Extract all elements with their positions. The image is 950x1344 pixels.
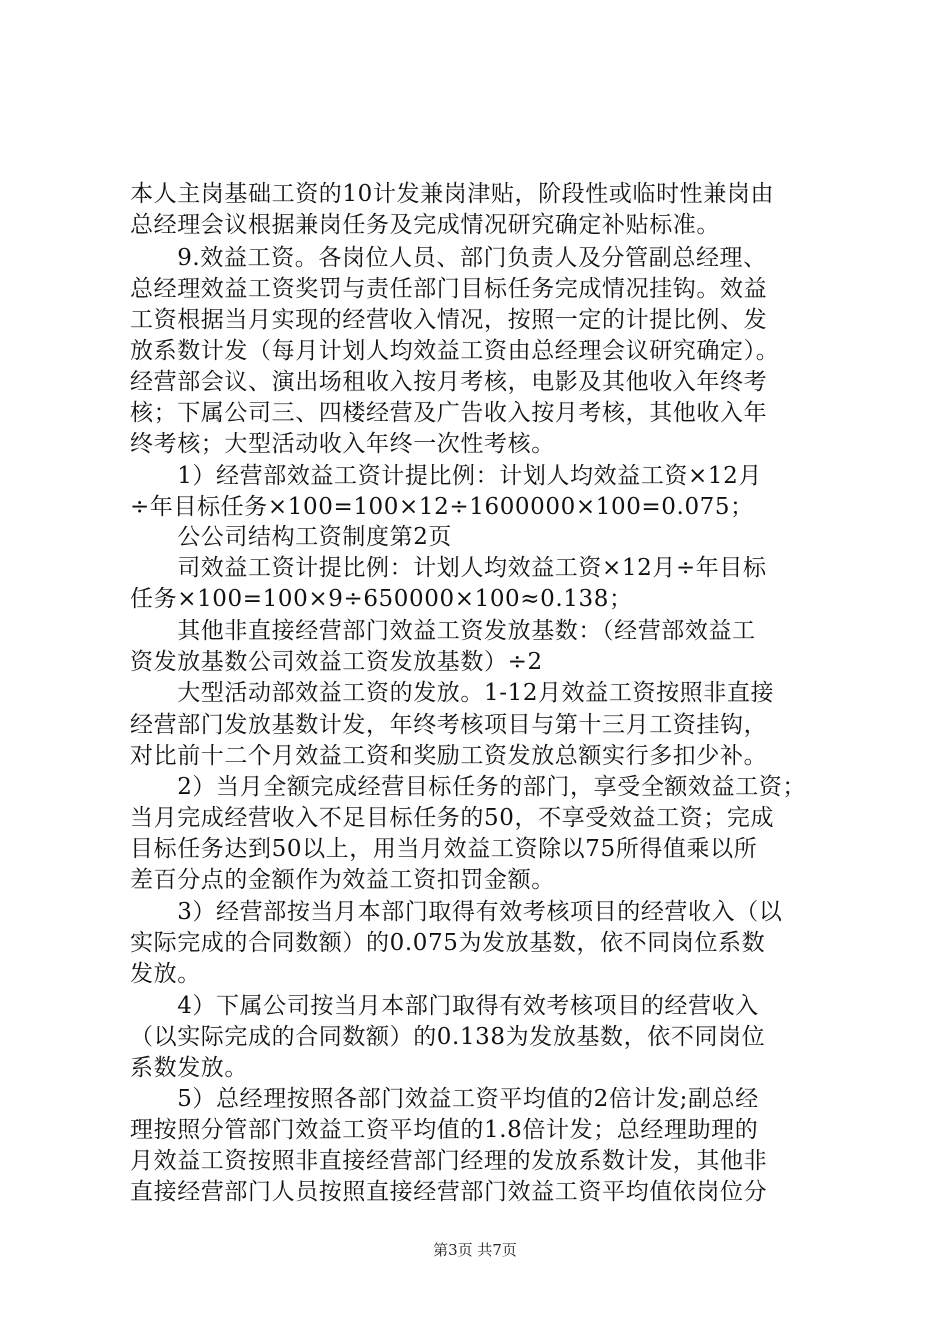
paragraph-line: 月效益工资按照非直接经营部门经理的发放系数计发，其他非 [130, 1148, 768, 1174]
paragraph-line: 当月完成经营收入不足目标任务的50，不享受效益工资；完成 [130, 805, 775, 831]
paragraph-line: 其他非直接经营部门效益工资发放基数：（经营部效益工 [130, 618, 756, 644]
paragraph-line: 差百分点的金额作为效益工资扣罚金额。 [130, 867, 555, 893]
paragraph-line: 9.效益工资。各岗位人员、部门负责人及分管副总经理、 [130, 245, 767, 271]
paragraph-line: 工资根据当月实现的经营收入情况，按照一定的计提比例、发 [130, 307, 768, 333]
paragraph-line: 总经理会议根据兼岗任务及完成情况研究确定补贴标准。 [130, 212, 720, 238]
paragraph-line: 司效益工资计提比例：计划人均效益工资×12月÷年目标 [130, 555, 767, 581]
paragraph-line: 目标任务达到50以上，用当月效益工资除以75所得值乘以所 [130, 836, 758, 862]
paragraph-line: （以实际完成的合同数额）的0.138为发放基数，依不同岗位 [130, 1024, 766, 1050]
paragraph-line: 直接经营部门人员按照直接经营部门效益工资平均值依岗位分 [130, 1179, 768, 1205]
paragraph-line: 任务×100=100×9÷650000×100≈0.138； [130, 586, 633, 612]
paragraph-line: 理按照分管部门效益工资平均值的1.8倍计发；总经理助理的 [130, 1117, 759, 1143]
paragraph-line: 2）当月全额完成经营目标任务的部门，享受全额效益工资； [130, 774, 807, 800]
paragraph-line: 4）下属公司按当月本部门取得有效考核项目的经营收入 [130, 993, 759, 1019]
paragraph-line: 实际完成的合同数额）的0.075为发放基数，依不同岗位系数 [130, 930, 766, 956]
paragraph-line: 放系数计发（每月计划人均效益工资由总经理会议研究确定）。 [130, 338, 780, 364]
paragraph-line: ÷年目标任务×100=100×12÷1600000×100=0.075； [130, 494, 754, 520]
page-footer: 第3页 共7页 [433, 1241, 517, 1259]
paragraph-line: 资发放基数公司效益工资发放基数）÷2 [130, 649, 543, 675]
paragraph-line: 1）经营部效益工资计提比例：计划人均效益工资×12月 [130, 463, 762, 489]
paragraph-line: 3）经营部按当月本部门取得有效考核项目的经营收入（以 [130, 899, 783, 925]
paragraph-line: 本人主岗基础工资的10计发兼岗津贴，阶段性或临时性兼岗由 [130, 181, 775, 207]
paragraph-line: 系数发放。 [130, 1055, 248, 1081]
paragraph-line: 大型活动部效益工资的发放。1-12月效益工资按照非直接 [130, 680, 775, 706]
paragraph-line: 核；下属公司三、四楼经营及广告收入按月考核，其他收入年 [130, 400, 768, 426]
paragraph-line: 经营部会议、演出场租收入按月考核，电影及其他收入年终考 [130, 369, 768, 395]
paragraph-line: 对比前十二个月效益工资和奖励工资发放总额实行多扣少补。 [130, 743, 768, 769]
paragraph-line: 经营部门发放基数计发，年终考核项目与第十三月工资挂钩， [130, 712, 768, 738]
paragraph-line: 终考核；大型活动收入年终一次性考核。 [130, 431, 555, 457]
paragraph-line: 公公司结构工资制度第2页 [130, 524, 453, 550]
paragraph-line: 总经理效益工资奖罚与责任部门目标任务完成情况挂钩。效益 [130, 276, 768, 302]
paragraph-line: 发放。 [130, 961, 201, 987]
paragraph-line: 5）总经理按照各部门效益工资平均值的2倍计发;副总经 [130, 1086, 759, 1112]
